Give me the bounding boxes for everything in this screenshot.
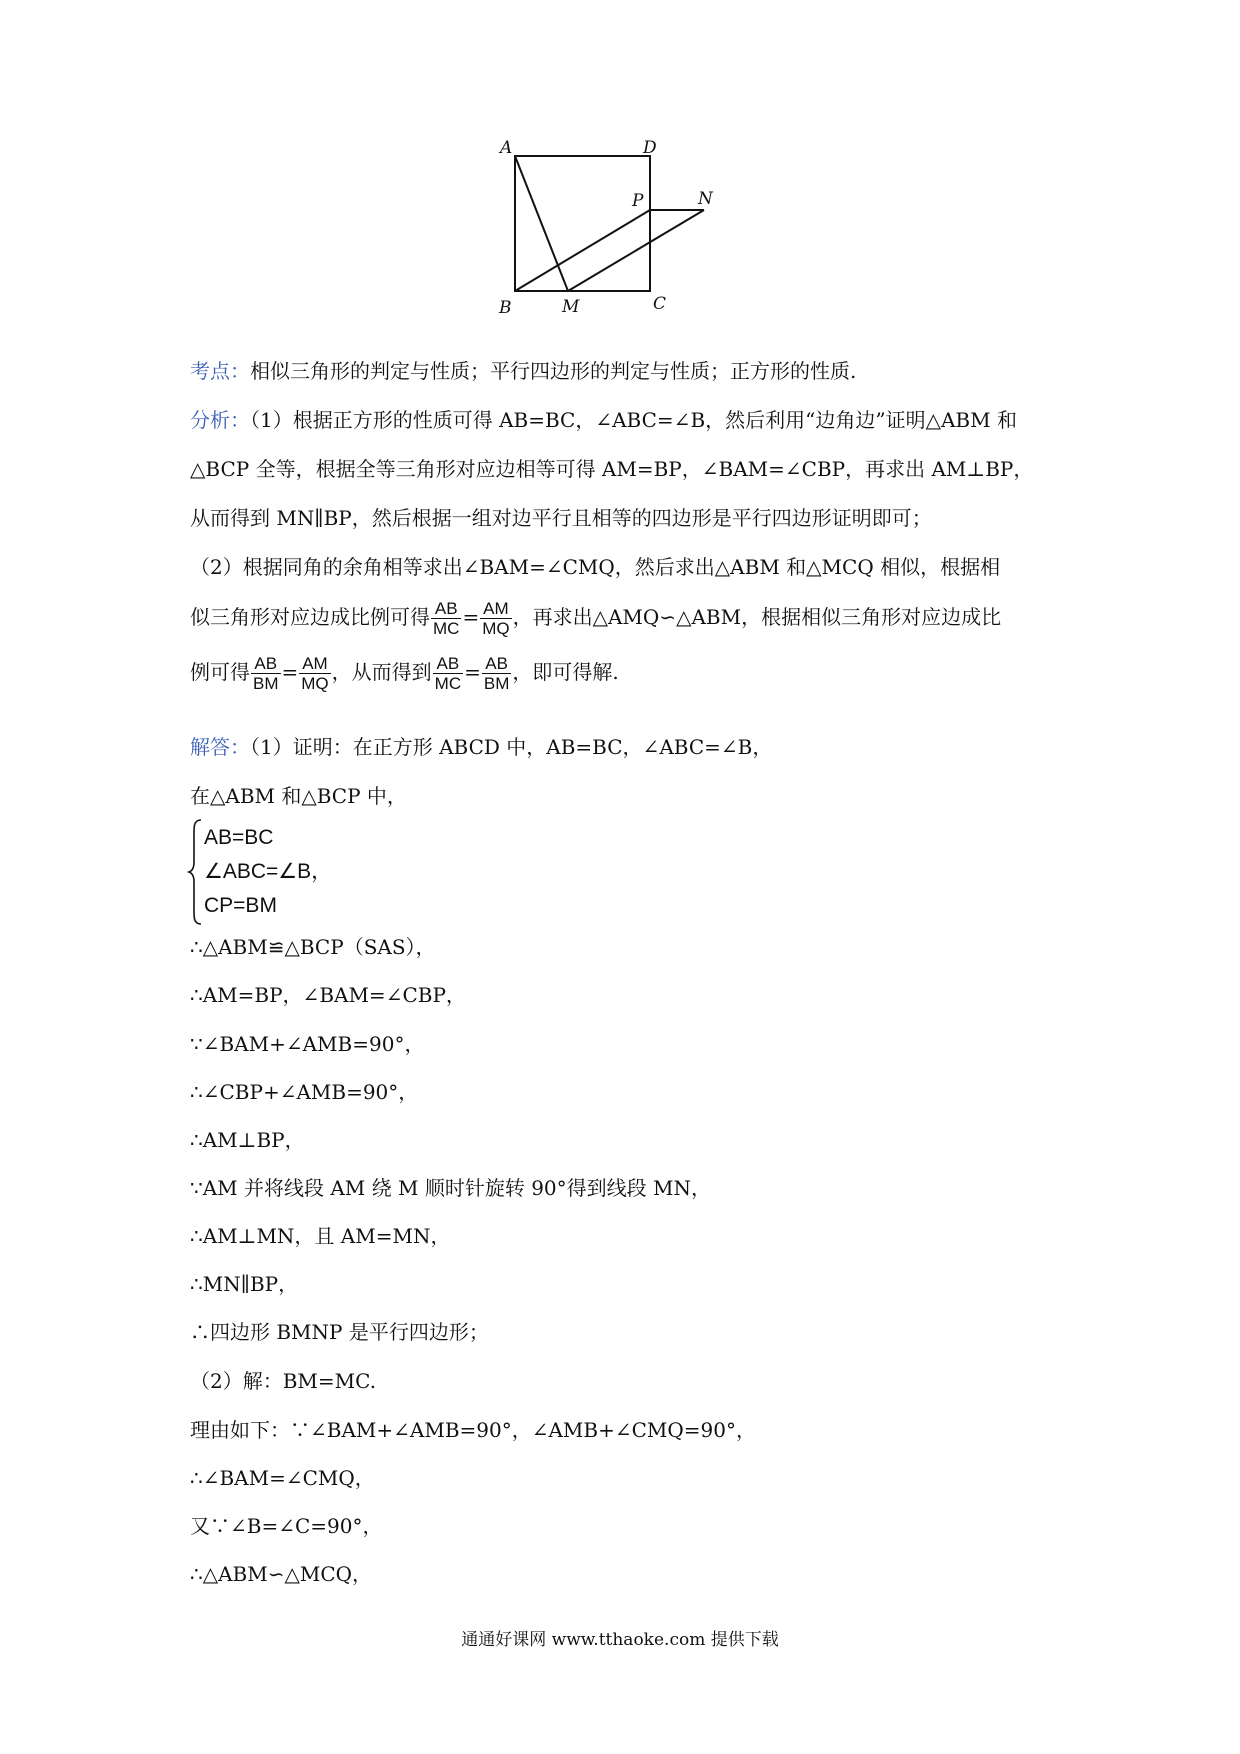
fraction-denominator: MQ: [482, 619, 510, 638]
fenxi-tag: 分析：: [190, 408, 250, 432]
fraction-numerator: AB: [433, 654, 463, 674]
fraction-denominator: MC: [434, 674, 462, 693]
fraction-numerator: AM: [480, 599, 511, 619]
equals-sign: =: [281, 660, 299, 684]
fenxi-line-3: 从而得到 MN∥BP，然后根据一组对边平行且相等的四边形是平行四边形证明即可；: [190, 506, 932, 530]
fenxi-line-2: △BCP 全等，根据全等三角形对应边相等可得 AM=BP，∠BAM=∠CBP，再求出 AM⊥BP，: [190, 457, 1034, 481]
fenxi-line-4: （2）根据同角的余角相等求出∠BAM=∠CMQ，然后求出△ABM 和△MCQ 相似，根据相: [190, 555, 1001, 579]
jieda-line-7: ∴AM⊥BP，: [190, 1128, 305, 1152]
label-c: C: [653, 294, 667, 314]
label-b: B: [499, 298, 512, 318]
jieda-line-3: ∴△ABM≌△BCP（SAS），: [190, 935, 436, 959]
label-p: P: [632, 191, 644, 211]
fenxi-text-1: （1）根据正方形的性质可得 AB=BC，∠ABC=∠B，然后利用“边角边”证明△ABM 和: [250, 408, 1017, 432]
fraction-ab-mc: [433, 654, 463, 693]
label-n: N: [698, 189, 713, 209]
equals-sign: =: [464, 660, 481, 684]
jieda-tag: 解答：: [190, 735, 250, 759]
label-d: D: [643, 140, 657, 158]
fraction-denominator: MC: [433, 619, 460, 638]
left-brace: [187, 818, 205, 926]
system-eq-1: AB=BC: [204, 826, 274, 849]
fraction-ab-bm: [482, 654, 512, 693]
square-abcd: [515, 156, 650, 291]
fenxi-line-6: [190, 654, 619, 693]
fraction-numerator: AB: [251, 654, 281, 674]
fraction-am-mq: [480, 599, 511, 638]
fenxi-line-5: [190, 599, 1002, 638]
kaodian-tag: 考点：: [190, 359, 250, 383]
fenxi-line-1: [190, 402, 1017, 438]
page-footer: 通通好课网 www.tthaoke.com 提供下载: [461, 1630, 779, 1650]
fraction-denominator: BM: [253, 674, 279, 693]
fraction-am-mq: [299, 654, 330, 693]
system-eq-3: CP=BM: [204, 894, 277, 917]
fraction-ab-bm: [251, 654, 281, 693]
fraction-ab-mc: [431, 599, 461, 638]
fenxi-text-5b: ，再求出△AMQ∽△ABM，根据相似三角形对应边成比: [512, 605, 1002, 629]
segment-am: [515, 156, 568, 291]
jieda-line-5: ∵∠BAM+∠AMB=90°，: [190, 1032, 425, 1056]
segment-mn: [568, 210, 704, 291]
fraction-denominator: MQ: [301, 674, 329, 693]
geometry-figure: [480, 140, 720, 345]
fenxi-text-6c: ，即可得解.: [512, 660, 619, 684]
jieda-text-1: （1）证明：在正方形 ABCD 中，AB=BC，∠ABC=∠B，: [250, 735, 773, 759]
fenxi-text-6a: 例可得: [190, 660, 250, 684]
jieda-line-2: 在△ABM 和△BCP 中，: [190, 784, 407, 808]
jieda-line-6: ∴∠CBP+∠AMB=90°，: [190, 1080, 419, 1104]
jieda-line-9: ∴AM⊥MN，且 AM=MN，: [190, 1224, 451, 1248]
jieda-line-1: [190, 729, 772, 765]
jieda-line-16: ∴△ABM∽△MCQ，: [190, 1562, 373, 1586]
kaodian-line: [190, 353, 856, 389]
fenxi-text-5a: 似三角形对应边成比例可得: [190, 605, 430, 629]
jieda-line-4: ∴AM=BP，∠BAM=∠CBP，: [190, 983, 466, 1007]
kaodian-text: 相似三角形的判定与性质；平行四边形的判定与性质；正方形的性质.: [250, 359, 857, 383]
jieda-line-8: ∵AM 并将线段 AM 绕 M 顺时针旋转 90°得到线段 MN，: [190, 1176, 711, 1200]
fenxi-text-6b: ，从而得到: [331, 660, 432, 684]
jieda-line-11: ∴四边形 BMNP 是平行四边形；: [190, 1320, 489, 1344]
fraction-numerator: AB: [482, 654, 512, 674]
jieda-line-12: （2）解：BM=MC.: [190, 1369, 377, 1393]
jieda-line-14: ∴∠BAM=∠CMQ，: [190, 1466, 375, 1490]
jieda-line-15: 又∵∠B=∠C=90°，: [190, 1514, 383, 1538]
label-a: A: [500, 140, 513, 158]
jieda-line-10: ∴MN∥BP，: [190, 1272, 299, 1296]
jieda-line-13: 理由如下：∵∠BAM+∠AMB=90°，∠AMB+∠CMQ=90°，: [190, 1418, 756, 1442]
label-m: M: [562, 297, 580, 317]
fraction-denominator: BM: [483, 674, 510, 693]
equals-sign: =: [462, 605, 480, 629]
system-eq-2: ∠ABC=∠B，: [204, 860, 333, 883]
segment-bp: [515, 210, 650, 291]
fraction-numerator: AM: [299, 654, 330, 674]
fraction-numerator: AB: [431, 599, 461, 619]
